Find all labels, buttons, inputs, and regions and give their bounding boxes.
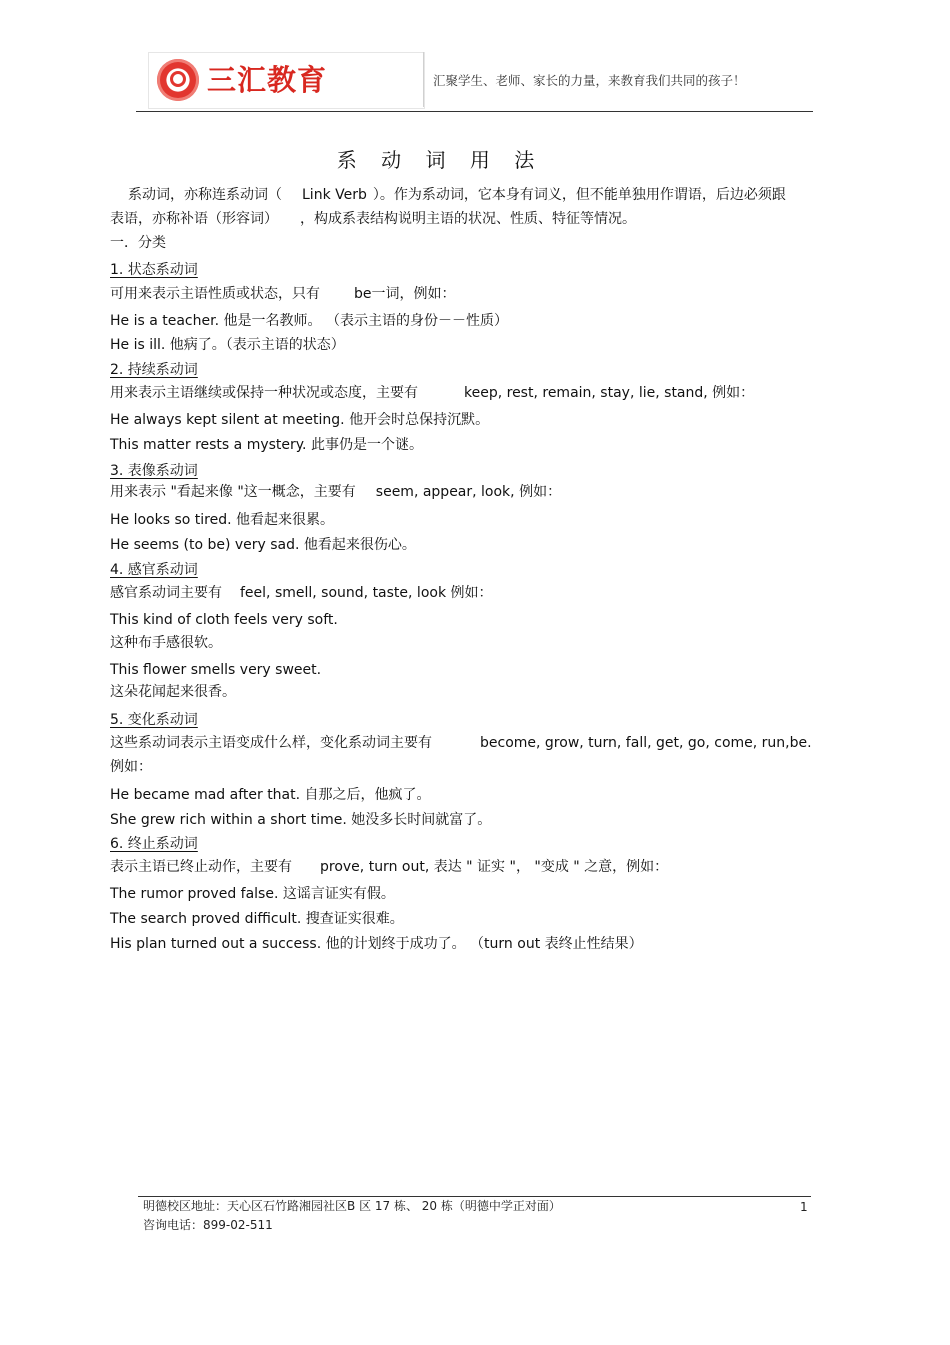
desc-text: 用来表示 "看起来像 "这一概念，主要有	[110, 484, 356, 500]
page-title: 系 动 词 用 法	[336, 148, 544, 172]
section-4-example-2-en: This flower smells very sweet.	[110, 662, 322, 678]
intro-text: ）。作为系动词，它本身有词义，但不能单独用作谓语，后边必须跟	[372, 187, 786, 203]
desc-text: be一词，例如：	[354, 286, 456, 302]
desc-text: seem, appear, look, 例如：	[375, 484, 562, 500]
section-1-desc	[110, 284, 456, 304]
logo-text: 三汇教育	[207, 63, 328, 97]
footer-address	[143, 1197, 561, 1214]
section-6-heading: 6. 终止系动词	[110, 836, 198, 852]
desc-text: feel, smell, sound, taste, look 例如：	[240, 585, 493, 601]
intro-line-2	[110, 209, 636, 229]
desc-text: prove, turn out, 表达 " 证实 "， "变成 " 之意，例如：	[320, 859, 669, 875]
section-title: 一．分类	[110, 235, 166, 251]
footer-address-note: （明德中学正对面）	[452, 1199, 561, 1213]
section-1-heading: 1. 状态系动词	[110, 262, 198, 278]
footer-address-label: 明德校区地址：	[143, 1199, 228, 1213]
section-1-example-1: He is a teacher. 他是一名教师。 （表示主语的身份－－性质）	[110, 313, 508, 329]
section-2-desc	[110, 383, 754, 403]
section-4-example-1-en: This kind of cloth feels very soft.	[110, 612, 338, 628]
header-rule	[136, 111, 813, 112]
section-5-example-1: He became mad after that. 自那之后，他疯了。	[110, 787, 431, 803]
footer-address-text: 天心区石竹路湘园社区	[227, 1199, 348, 1213]
footer-phone	[143, 1216, 273, 1233]
intro-term: Link Verb	[302, 187, 367, 203]
header-divider	[423, 52, 424, 107]
intro-text: ，构成系表结构说明主语的状况、性质、特征等情况。	[300, 211, 636, 227]
section-6-desc	[110, 857, 668, 877]
logo	[148, 52, 425, 109]
intro-text: 表语，亦称补语（形容词）	[110, 211, 278, 227]
page-number: 1	[800, 1200, 808, 1214]
section-5-example-2: She grew rich within a short time. 她没多长时间就富了。	[110, 812, 492, 828]
section-5-desc	[110, 733, 812, 753]
header-slogan: 汇聚学生、老师、家长的力量，来教育我们共同的孩子！	[433, 73, 746, 88]
section-3-desc	[110, 482, 561, 502]
footer-phone-label: 咨询电话：	[143, 1218, 204, 1232]
section-4-example-2-cn: 这朵花闻起来很香。	[110, 684, 236, 700]
section-5-desc-cont: 例如：	[110, 759, 152, 775]
section-3-example-2: He seems (to be) very sad. 他看起来很伤心。	[110, 537, 416, 553]
footer-address-block: B 区 17 栋、 20 栋	[347, 1199, 453, 1213]
section-2-example-2: This matter rests a mystery. 此事仍是一个谜。	[110, 437, 423, 453]
intro-line-1	[128, 185, 786, 205]
desc-text: 可用来表示主语性质或状态，只有	[110, 286, 320, 302]
section-6-example-1: The rumor proved false. 这谣言证实有假。	[110, 886, 395, 902]
section-2-example-1: He always kept silent at meeting. 他开会时总保持沉默。	[110, 412, 490, 428]
section-6-example-2: The search proved difficult. 搜查证实很难。	[110, 911, 404, 927]
desc-text: 用来表示主语继续或保持一种状况或态度，主要有	[110, 385, 418, 401]
desc-text: 这些系动词表示主语变成什么样，变化系动词主要有	[110, 735, 432, 751]
footer-phone-number: 899-02-511	[203, 1218, 273, 1232]
section-4-heading: 4. 感官系动词	[110, 562, 198, 578]
section-3-heading: 3. 表像系动词	[110, 463, 198, 479]
section-3-example-1: He looks so tired. 他看起来很累。	[110, 512, 334, 528]
desc-text: 感官系动词主要有	[110, 585, 222, 601]
section-5-heading: 5. 变化系动词	[110, 712, 198, 728]
section-4-desc	[110, 583, 493, 603]
section-2-heading: 2. 持续系动词	[110, 362, 198, 378]
section-1-example-2: He is ill. 他病了。（表示主语的状态）	[110, 337, 345, 353]
logo-emblem-icon	[157, 59, 199, 101]
desc-text: 表示主语已终止动作，主要有	[110, 859, 292, 875]
desc-text: keep, rest, remain, stay, lie, stand, 例如：	[464, 385, 755, 401]
section-6-example-3: His plan turned out a success. 他的计划终于成功了。 （turn out 表终止性结果）	[110, 936, 643, 952]
desc-text: become, grow, turn, fall, get, go, come, run,be.	[480, 735, 812, 751]
intro-text: 系动词，亦称连系动词（	[128, 187, 282, 203]
section-4-example-1-cn: 这种布手感很软。	[110, 635, 222, 651]
